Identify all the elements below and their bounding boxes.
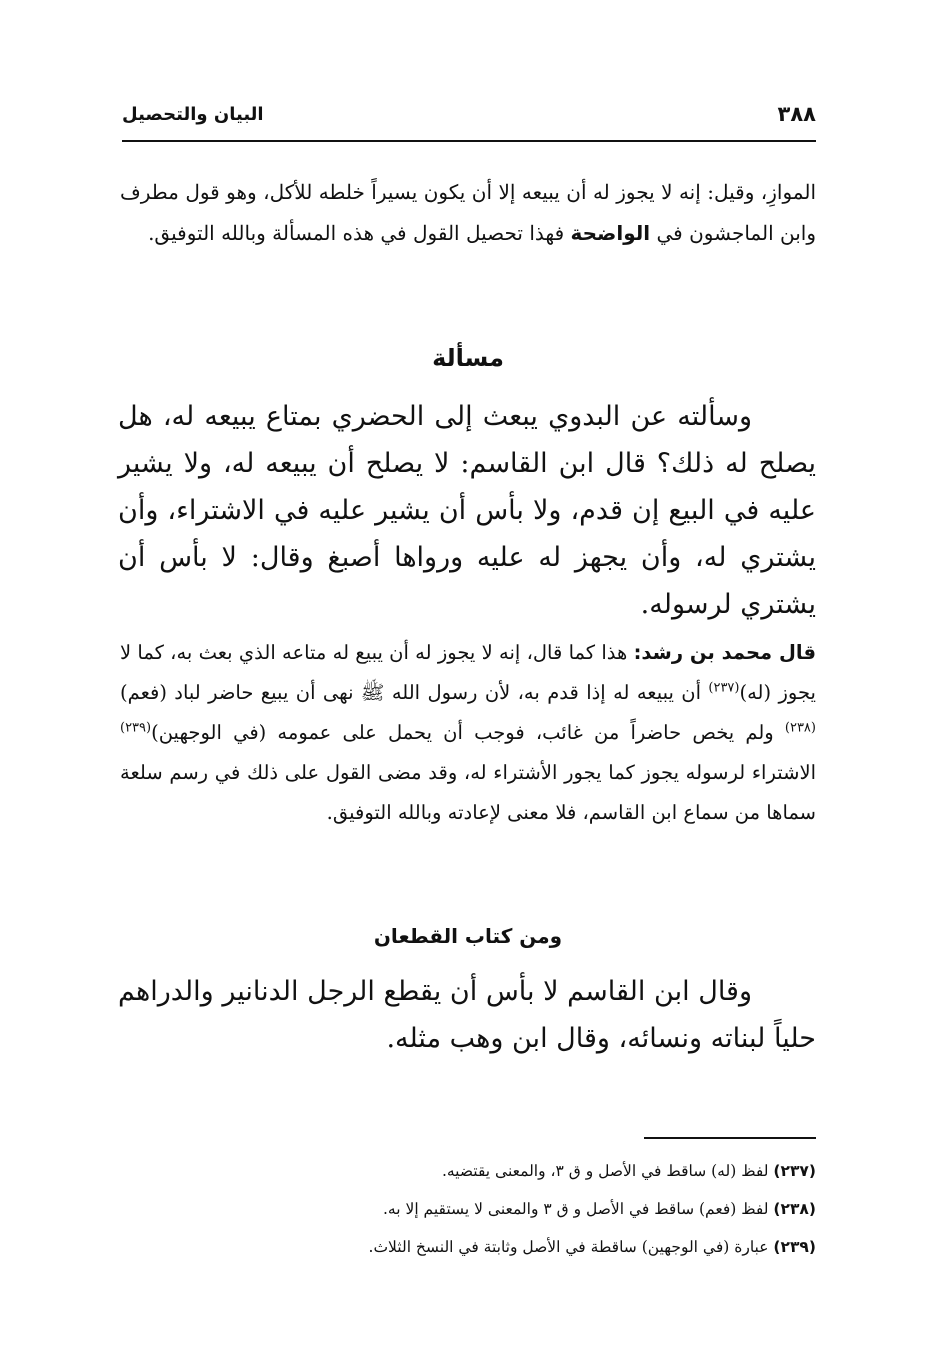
footnote-text: لفظ (له) ساقط في الأصل و ق ٣، والمعنى يقتضيه. bbox=[441, 1162, 769, 1180]
section2-text: وقال ابن القاسم لا بأس أن يقطع الرجل الدنانير والدراهم حلياً لبناته ونسائه، وقال ابن وهب مثله. bbox=[118, 976, 816, 1054]
footnote-ref-238[interactable]: (٢٣٨) bbox=[784, 720, 816, 736]
section1-commentary bbox=[120, 633, 816, 833]
footnote-239 bbox=[150, 1228, 816, 1266]
intro-text-before: الموازِ، وقيل: إنه لا يجوز له أن يبيعه إلا أن يكون يسيراً خلطه للأكل، وهو قول مطرف وابن الماجشون في bbox=[120, 180, 816, 245]
commentary-part3: ولم يخص حاضراً من غائب، فوجب أن يحمل على عمومه (في الوجهين) bbox=[151, 721, 785, 744]
footnote-237 bbox=[150, 1152, 816, 1190]
running-title: البيان والتحصيل bbox=[122, 104, 264, 125]
footnote-number: (٢٣٩) bbox=[773, 1238, 816, 1256]
page-header bbox=[122, 98, 816, 142]
footnotes bbox=[150, 1152, 816, 1266]
footnote-separator bbox=[644, 1137, 816, 1139]
footnote-ref-237[interactable]: (٢٣٧) bbox=[708, 680, 740, 696]
footnote-number: (٢٣٨) bbox=[773, 1200, 816, 1218]
intro-bold-word: الواضحة bbox=[570, 221, 651, 245]
commentary-part2: أن يبيعه له إذا قدم به، لأن رسول الله ﷺ نهى أن يبيع حاضر لباد (فعم) bbox=[120, 681, 709, 704]
page-number: ٣٨٨ bbox=[777, 102, 816, 126]
footnote-text: لفظ (فعم) ساقط في الأصل و ق ٣ والمعنى لا يستقيم إلا به. bbox=[383, 1200, 769, 1218]
footnote-text: عبارة (في الوجهين) ساقطة في الأصل وثابتة في النسخ الثلاث. bbox=[368, 1238, 769, 1256]
section2-paragraph bbox=[118, 968, 816, 1062]
section1-question bbox=[118, 393, 816, 628]
footnote-number: (٢٣٧) bbox=[773, 1162, 816, 1180]
footnote-238 bbox=[150, 1190, 816, 1228]
commentary-part1: هذا كما قال، إنه لا يجوز له أن يبيع له متاعه الذي بعث به، كما لا يجوز (له) bbox=[120, 641, 816, 704]
question-text: وسألته عن البدوي يبعث إلى الحضري بمتاع يبيعه له، هل يصلح له ذلك؟ قال ابن القاسم: لا يصلح أن يبيعه له، ولا يشير عليه في البيع إن قدم، ولا بأس أن يشير عليه في الاشتراء، وأن يشتري له، وأن يجهز له عليه ورواها أصبغ وقال: لا بأس أن يشتري لرسوله. bbox=[118, 401, 816, 620]
section2-heading: ومن كتاب القطعان bbox=[373, 924, 563, 948]
section1-heading: مسألة bbox=[432, 344, 504, 372]
footnote-ref-239[interactable]: (٢٣٩) bbox=[120, 720, 152, 736]
commentary-part4: الاشتراء لرسوله يجوز كما يجور الأشتراء له، وقد مضى القول على ذلك في رسم سلعة سماها من سماع ابن القاسم، فلا معنى لإعادته وبالله التوفيق. bbox=[120, 761, 816, 824]
intro-paragraph bbox=[120, 172, 816, 254]
intro-text-after: فهذا تحصيل القول في هذه المسألة وبالله التوفيق. bbox=[148, 221, 571, 245]
commentary-speaker: قال محمد بن رشد: bbox=[633, 641, 816, 664]
